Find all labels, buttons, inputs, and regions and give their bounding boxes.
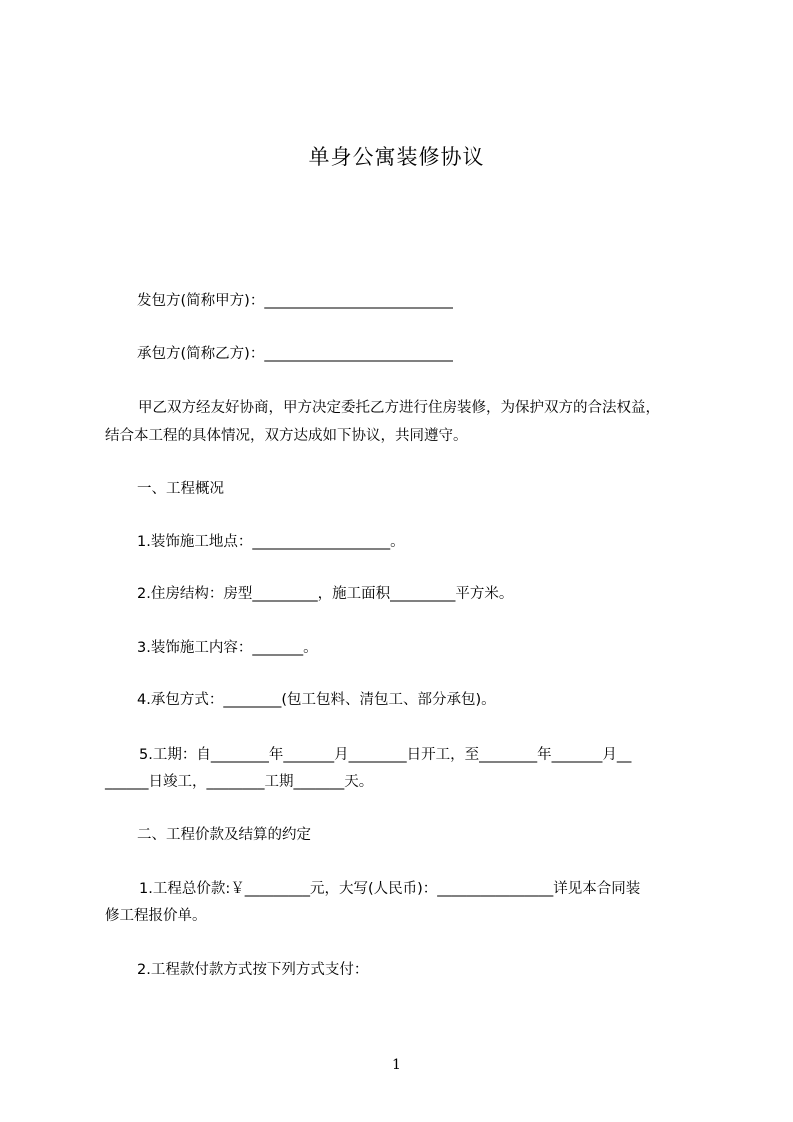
payment-item-total-line-2: 修工程报价单。 (105, 908, 207, 924)
overview-item-schedule-line-1: 5.工期：自________年_______月________日开工，至________年_______月__ (139, 747, 632, 763)
intro-paragraph-line-2: 结合本工程的具体情况，双方达成如下协议，共同遵守。 (105, 428, 468, 444)
overview-item-location: 1.装饰施工地点：___________________。 (137, 534, 405, 550)
payment-item-total-line-1: 1.工程总价款:￥_________元，大写(人民币)：________________详见本合同装 (139, 881, 641, 897)
intro-paragraph-line-1: 甲乙双方经友好协商，甲方决定委托乙方进行住房装修，为保护双方的合法权益， (138, 400, 660, 416)
party-b-line: 承包方(简称乙方)：__________________________ (137, 346, 453, 362)
overview-item-contract-method: 4.承包方式：________(包工包料、清包工、部分承包)。 (137, 692, 496, 708)
party-a-line: 发包方(简称甲方)：__________________________ (137, 293, 453, 309)
overview-item-structure: 2.住房结构：房型_________，施工面积_________平方米。 (137, 586, 514, 602)
section-heading-payment: 二、工程价款及结算的约定 (137, 827, 311, 843)
page-title: 单身公寓装修协议 (308, 145, 485, 169)
overview-item-content: 3.装饰施工内容：_______。 (137, 640, 318, 656)
overview-item-schedule-line-2: ______日竣工，________工期_______天。 (105, 774, 374, 790)
page-number: 1 (392, 1057, 401, 1073)
section-heading-overview: 一、工程概况 (137, 481, 224, 497)
payment-item-method: 2.工程款付款方式按下列方式支付： (137, 962, 369, 978)
